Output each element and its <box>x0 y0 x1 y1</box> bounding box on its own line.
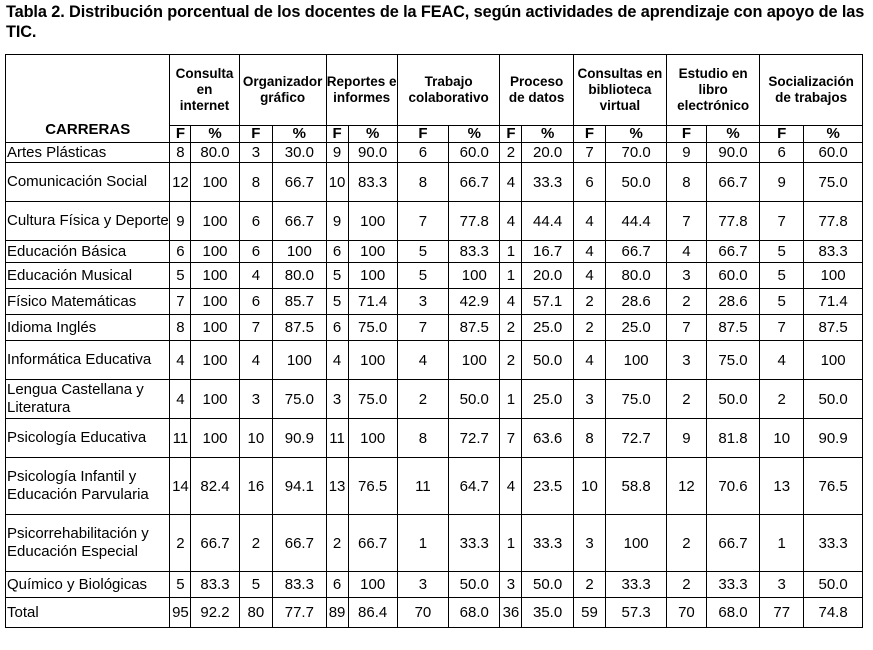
frequency-cell: 7 <box>500 419 522 458</box>
frequency-cell: 12 <box>170 163 191 202</box>
percent-cell: 25.0 <box>522 380 573 419</box>
percent-cell: 50.0 <box>606 163 667 202</box>
group-header: Estudio en libro electrónico <box>667 55 760 126</box>
percent-cell: 100 <box>348 572 397 598</box>
percent-cell: 20.0 <box>522 263 573 289</box>
percent-cell: 72.7 <box>449 419 500 458</box>
percent-cell: 100 <box>449 263 500 289</box>
percent-cell: 80.0 <box>606 263 667 289</box>
frequency-cell: 8 <box>170 315 191 341</box>
frequency-cell: 59 <box>573 598 605 628</box>
frequency-cell: 8 <box>397 163 448 202</box>
frequency-cell: 70 <box>397 598 448 628</box>
frequency-cell: 2 <box>573 315 605 341</box>
sub-header-pct: % <box>348 126 397 143</box>
frequency-cell: 1 <box>500 241 522 263</box>
percent-cell: 85.7 <box>273 289 326 315</box>
percent-cell: 76.5 <box>348 458 397 515</box>
career-name: Idioma Inglés <box>6 315 170 341</box>
frequency-cell: 4 <box>397 341 448 380</box>
percent-cell: 25.0 <box>522 315 573 341</box>
frequency-cell: 12 <box>667 458 707 515</box>
percent-cell: 100 <box>804 341 863 380</box>
percent-cell: 83.3 <box>449 241 500 263</box>
percent-cell: 87.5 <box>804 315 863 341</box>
sub-header-pct: % <box>449 126 500 143</box>
percent-cell: 77.8 <box>804 202 863 241</box>
percent-cell: 33.3 <box>706 572 759 598</box>
percent-cell: 100 <box>348 419 397 458</box>
percent-cell: 80.0 <box>191 143 239 163</box>
frequency-cell: 5 <box>397 241 448 263</box>
percent-cell: 66.7 <box>191 515 239 572</box>
frequency-cell: 8 <box>239 163 273 202</box>
career-name: Educación Básica <box>6 241 170 263</box>
percent-cell: 66.7 <box>706 241 759 263</box>
group-header-row <box>6 55 863 126</box>
percent-cell: 58.8 <box>606 458 667 515</box>
career-name: Psicología Infantil y Educación Parvularia <box>6 458 170 515</box>
frequency-cell: 10 <box>239 419 273 458</box>
percent-cell: 75.0 <box>804 163 863 202</box>
frequency-cell: 7 <box>170 289 191 315</box>
frequency-cell: 3 <box>397 572 448 598</box>
percent-cell: 100 <box>348 202 397 241</box>
group-header: Reportes e informes <box>326 55 397 126</box>
frequency-cell: 5 <box>760 241 804 263</box>
percent-cell: 80.0 <box>273 263 326 289</box>
percent-cell: 75.0 <box>606 380 667 419</box>
percent-cell: 74.8 <box>804 598 863 628</box>
percent-cell: 70.6 <box>706 458 759 515</box>
frequency-cell: 3 <box>667 341 707 380</box>
frequency-cell: 11 <box>397 458 448 515</box>
frequency-cell: 7 <box>760 315 804 341</box>
frequency-cell: 4 <box>170 380 191 419</box>
frequency-cell: 7 <box>667 202 707 241</box>
career-name: Educación Musical <box>6 263 170 289</box>
frequency-cell: 4 <box>170 341 191 380</box>
percent-cell: 100 <box>606 341 667 380</box>
frequency-cell: 2 <box>170 515 191 572</box>
sub-header-f: F <box>326 126 348 143</box>
frequency-cell: 5 <box>760 289 804 315</box>
table-row <box>6 263 863 289</box>
percent-cell: 30.0 <box>273 143 326 163</box>
frequency-cell: 3 <box>760 572 804 598</box>
percent-cell: 33.3 <box>522 515 573 572</box>
frequency-cell: 5 <box>760 263 804 289</box>
percent-cell: 100 <box>191 202 239 241</box>
percent-cell: 66.7 <box>348 515 397 572</box>
table-row <box>6 241 863 263</box>
frequency-cell: 7 <box>397 202 448 241</box>
frequency-cell: 36 <box>500 598 522 628</box>
percent-cell: 68.0 <box>706 598 759 628</box>
frequency-cell: 6 <box>326 572 348 598</box>
percent-cell: 100 <box>191 341 239 380</box>
table-row <box>6 341 863 380</box>
percent-cell: 70.0 <box>606 143 667 163</box>
frequency-cell: 3 <box>239 143 273 163</box>
frequency-cell: 1 <box>760 515 804 572</box>
percent-cell: 90.9 <box>804 419 863 458</box>
percent-cell: 33.3 <box>449 515 500 572</box>
percent-cell: 100 <box>606 515 667 572</box>
percent-cell: 50.0 <box>522 341 573 380</box>
frequency-cell: 70 <box>667 598 707 628</box>
percent-cell: 90.0 <box>706 143 759 163</box>
sub-header-pct: % <box>706 126 759 143</box>
percent-cell: 100 <box>348 241 397 263</box>
sub-header-f: F <box>760 126 804 143</box>
percent-cell: 28.6 <box>706 289 759 315</box>
percent-cell: 87.5 <box>273 315 326 341</box>
group-header: Proceso de datos <box>500 55 573 126</box>
percent-cell: 71.4 <box>804 289 863 315</box>
percent-cell: 66.7 <box>706 163 759 202</box>
percent-cell: 83.3 <box>273 572 326 598</box>
percent-cell: 75.0 <box>348 380 397 419</box>
table-row <box>6 572 863 598</box>
career-name: Total <box>6 598 170 628</box>
table-row <box>6 515 863 572</box>
sub-header-f: F <box>170 126 191 143</box>
percent-cell: 50.0 <box>804 572 863 598</box>
sub-header-pct: % <box>804 126 863 143</box>
percent-cell: 81.8 <box>706 419 759 458</box>
table-row <box>6 315 863 341</box>
percent-cell: 90.9 <box>273 419 326 458</box>
percent-cell: 94.1 <box>273 458 326 515</box>
percent-cell: 28.6 <box>606 289 667 315</box>
percent-cell: 64.7 <box>449 458 500 515</box>
percent-cell: 44.4 <box>606 202 667 241</box>
percent-cell: 66.7 <box>449 163 500 202</box>
percent-cell: 100 <box>804 263 863 289</box>
table-row <box>6 289 863 315</box>
frequency-cell: 9 <box>170 202 191 241</box>
frequency-cell: 4 <box>326 341 348 380</box>
frequency-cell: 10 <box>573 458 605 515</box>
percent-cell: 35.0 <box>522 598 573 628</box>
percent-cell: 66.7 <box>606 241 667 263</box>
frequency-cell: 9 <box>326 143 348 163</box>
frequency-cell: 6 <box>326 315 348 341</box>
frequency-cell: 4 <box>573 202 605 241</box>
frequency-cell: 2 <box>500 341 522 380</box>
frequency-cell: 14 <box>170 458 191 515</box>
frequency-cell: 7 <box>667 315 707 341</box>
percent-cell: 50.0 <box>804 380 863 419</box>
frequency-cell: 3 <box>326 380 348 419</box>
percent-cell: 86.4 <box>348 598 397 628</box>
frequency-cell: 2 <box>326 515 348 572</box>
percent-cell: 66.7 <box>273 515 326 572</box>
percent-cell: 20.0 <box>522 143 573 163</box>
percent-cell: 100 <box>191 380 239 419</box>
frequency-cell: 4 <box>500 163 522 202</box>
frequency-cell: 2 <box>239 515 273 572</box>
career-name: Físico Matemáticas <box>6 289 170 315</box>
frequency-cell: 5 <box>397 263 448 289</box>
frequency-cell: 4 <box>239 341 273 380</box>
frequency-cell: 95 <box>170 598 191 628</box>
frequency-cell: 9 <box>667 143 707 163</box>
percent-cell: 100 <box>273 341 326 380</box>
percent-cell: 63.6 <box>522 419 573 458</box>
frequency-cell: 77 <box>760 598 804 628</box>
frequency-cell: 2 <box>667 380 707 419</box>
percent-cell: 66.7 <box>706 515 759 572</box>
frequency-cell: 2 <box>397 380 448 419</box>
sub-header-f: F <box>573 126 605 143</box>
frequency-cell: 6 <box>239 241 273 263</box>
career-name: Informática Educativa <box>6 341 170 380</box>
percent-cell: 75.0 <box>273 380 326 419</box>
frequency-cell: 2 <box>573 289 605 315</box>
frequency-cell: 16 <box>239 458 273 515</box>
frequency-cell: 4 <box>667 241 707 263</box>
frequency-cell: 4 <box>573 241 605 263</box>
percent-cell: 100 <box>191 419 239 458</box>
percent-cell: 25.0 <box>606 315 667 341</box>
percent-cell: 33.3 <box>606 572 667 598</box>
frequency-cell: 10 <box>326 163 348 202</box>
frequency-cell: 2 <box>667 572 707 598</box>
frequency-cell: 8 <box>170 143 191 163</box>
percent-cell: 68.0 <box>449 598 500 628</box>
frequency-cell: 4 <box>573 263 605 289</box>
table-row <box>6 380 863 419</box>
frequency-cell: 13 <box>326 458 348 515</box>
percent-cell: 100 <box>191 163 239 202</box>
percent-cell: 83.3 <box>804 241 863 263</box>
percent-cell: 100 <box>191 241 239 263</box>
percent-cell: 50.0 <box>706 380 759 419</box>
career-name: Comunicación Social <box>6 163 170 202</box>
frequency-cell: 1 <box>500 515 522 572</box>
frequency-cell: 2 <box>760 380 804 419</box>
frequency-cell: 6 <box>760 143 804 163</box>
frequency-cell: 2 <box>667 289 707 315</box>
percent-cell: 33.3 <box>522 163 573 202</box>
percent-cell: 100 <box>191 263 239 289</box>
percent-cell: 66.7 <box>273 163 326 202</box>
percent-cell: 90.0 <box>348 143 397 163</box>
percent-cell: 100 <box>191 315 239 341</box>
frequency-cell: 9 <box>760 163 804 202</box>
frequency-cell: 6 <box>170 241 191 263</box>
table-row <box>6 202 863 241</box>
group-header: Trabajo colaborativo <box>397 55 500 126</box>
sub-header-pct: % <box>273 126 326 143</box>
frequency-cell: 3 <box>667 263 707 289</box>
percent-cell: 75.0 <box>706 341 759 380</box>
frequency-cell: 1 <box>500 380 522 419</box>
frequency-cell: 3 <box>500 572 522 598</box>
frequency-cell: 8 <box>573 419 605 458</box>
frequency-cell: 4 <box>760 341 804 380</box>
group-header: Socialización de trabajos <box>760 55 863 126</box>
frequency-cell: 10 <box>760 419 804 458</box>
carreras-header: CARRERAS <box>6 55 170 143</box>
percent-cell: 23.5 <box>522 458 573 515</box>
percent-cell: 71.4 <box>348 289 397 315</box>
frequency-cell: 4 <box>573 341 605 380</box>
frequency-cell: 4 <box>239 263 273 289</box>
frequency-cell: 9 <box>326 202 348 241</box>
career-name: Artes Plásticas <box>6 143 170 163</box>
percent-cell: 92.2 <box>191 598 239 628</box>
group-header: Consultas en biblioteca virtual <box>573 55 666 126</box>
frequency-cell: 2 <box>573 572 605 598</box>
table-row <box>6 458 863 515</box>
frequency-cell: 1 <box>397 515 448 572</box>
percent-cell: 60.0 <box>706 263 759 289</box>
total-row <box>6 598 863 628</box>
frequency-cell: 4 <box>500 289 522 315</box>
frequency-cell: 11 <box>326 419 348 458</box>
frequency-cell: 7 <box>239 315 273 341</box>
percent-cell: 44.4 <box>522 202 573 241</box>
table-row <box>6 163 863 202</box>
frequency-cell: 6 <box>239 289 273 315</box>
percent-cell: 77.8 <box>449 202 500 241</box>
percent-cell: 100 <box>191 289 239 315</box>
frequency-cell: 7 <box>573 143 605 163</box>
table-row <box>6 419 863 458</box>
sub-header-f: F <box>500 126 522 143</box>
frequency-cell: 2 <box>667 515 707 572</box>
frequency-cell: 13 <box>760 458 804 515</box>
percent-cell: 77.7 <box>273 598 326 628</box>
percent-cell: 42.9 <box>449 289 500 315</box>
percent-cell: 87.5 <box>449 315 500 341</box>
percent-cell: 57.1 <box>522 289 573 315</box>
frequency-cell: 2 <box>500 315 522 341</box>
frequency-cell: 8 <box>667 163 707 202</box>
percent-cell: 57.3 <box>606 598 667 628</box>
frequency-cell: 4 <box>500 458 522 515</box>
frequency-cell: 9 <box>667 419 707 458</box>
career-name: Químico y Biológicas <box>6 572 170 598</box>
percent-cell: 66.7 <box>273 202 326 241</box>
sub-header-f: F <box>667 126 707 143</box>
percent-cell: 16.7 <box>522 241 573 263</box>
frequency-cell: 3 <box>239 380 273 419</box>
percent-cell: 50.0 <box>522 572 573 598</box>
percent-cell: 76.5 <box>804 458 863 515</box>
frequency-cell: 6 <box>326 241 348 263</box>
data-table <box>5 54 863 628</box>
sub-header-pct: % <box>191 126 239 143</box>
frequency-cell: 5 <box>239 572 273 598</box>
group-header: Consulta en internet <box>170 55 239 126</box>
sub-header-f: F <box>397 126 448 143</box>
sub-header-pct: % <box>606 126 667 143</box>
percent-cell: 100 <box>449 341 500 380</box>
frequency-cell: 7 <box>397 315 448 341</box>
percent-cell: 83.3 <box>348 163 397 202</box>
frequency-cell: 5 <box>170 572 191 598</box>
group-header: Organizador gráfico <box>239 55 326 126</box>
percent-cell: 100 <box>348 263 397 289</box>
frequency-cell: 6 <box>239 202 273 241</box>
frequency-cell: 1 <box>500 263 522 289</box>
frequency-cell: 6 <box>573 163 605 202</box>
percent-cell: 50.0 <box>449 572 500 598</box>
frequency-cell: 3 <box>397 289 448 315</box>
frequency-cell: 4 <box>500 202 522 241</box>
percent-cell: 87.5 <box>706 315 759 341</box>
frequency-cell: 6 <box>397 143 448 163</box>
career-name: Lengua Castellana y Literatura <box>6 380 170 419</box>
table-row <box>6 143 863 163</box>
percent-cell: 75.0 <box>348 315 397 341</box>
table-caption: Tabla 2. Distribución porcentual de los docentes de la FEAC, según actividades de aprendizaje con apoyo de las TIC. <box>6 3 865 41</box>
percent-cell: 33.3 <box>804 515 863 572</box>
frequency-cell: 8 <box>397 419 448 458</box>
sub-header-pct: % <box>522 126 573 143</box>
percent-cell: 60.0 <box>804 143 863 163</box>
frequency-cell: 5 <box>170 263 191 289</box>
percent-cell: 83.3 <box>191 572 239 598</box>
frequency-cell: 3 <box>573 380 605 419</box>
frequency-cell: 3 <box>573 515 605 572</box>
percent-cell: 72.7 <box>606 419 667 458</box>
career-name: Psicología Educativa <box>6 419 170 458</box>
frequency-cell: 7 <box>760 202 804 241</box>
frequency-cell: 5 <box>326 263 348 289</box>
percent-cell: 50.0 <box>449 380 500 419</box>
career-name: Psicorrehabilitación y Educación Especial <box>6 515 170 572</box>
frequency-cell: 80 <box>239 598 273 628</box>
frequency-cell: 2 <box>500 143 522 163</box>
percent-cell: 100 <box>348 341 397 380</box>
percent-cell: 100 <box>273 241 326 263</box>
frequency-cell: 5 <box>326 289 348 315</box>
sub-header-f: F <box>239 126 273 143</box>
percent-cell: 60.0 <box>449 143 500 163</box>
frequency-cell: 89 <box>326 598 348 628</box>
frequency-cell: 11 <box>170 419 191 458</box>
career-name: Cultura Física y Deporte <box>6 202 170 241</box>
percent-cell: 77.8 <box>706 202 759 241</box>
percent-cell: 82.4 <box>191 458 239 515</box>
